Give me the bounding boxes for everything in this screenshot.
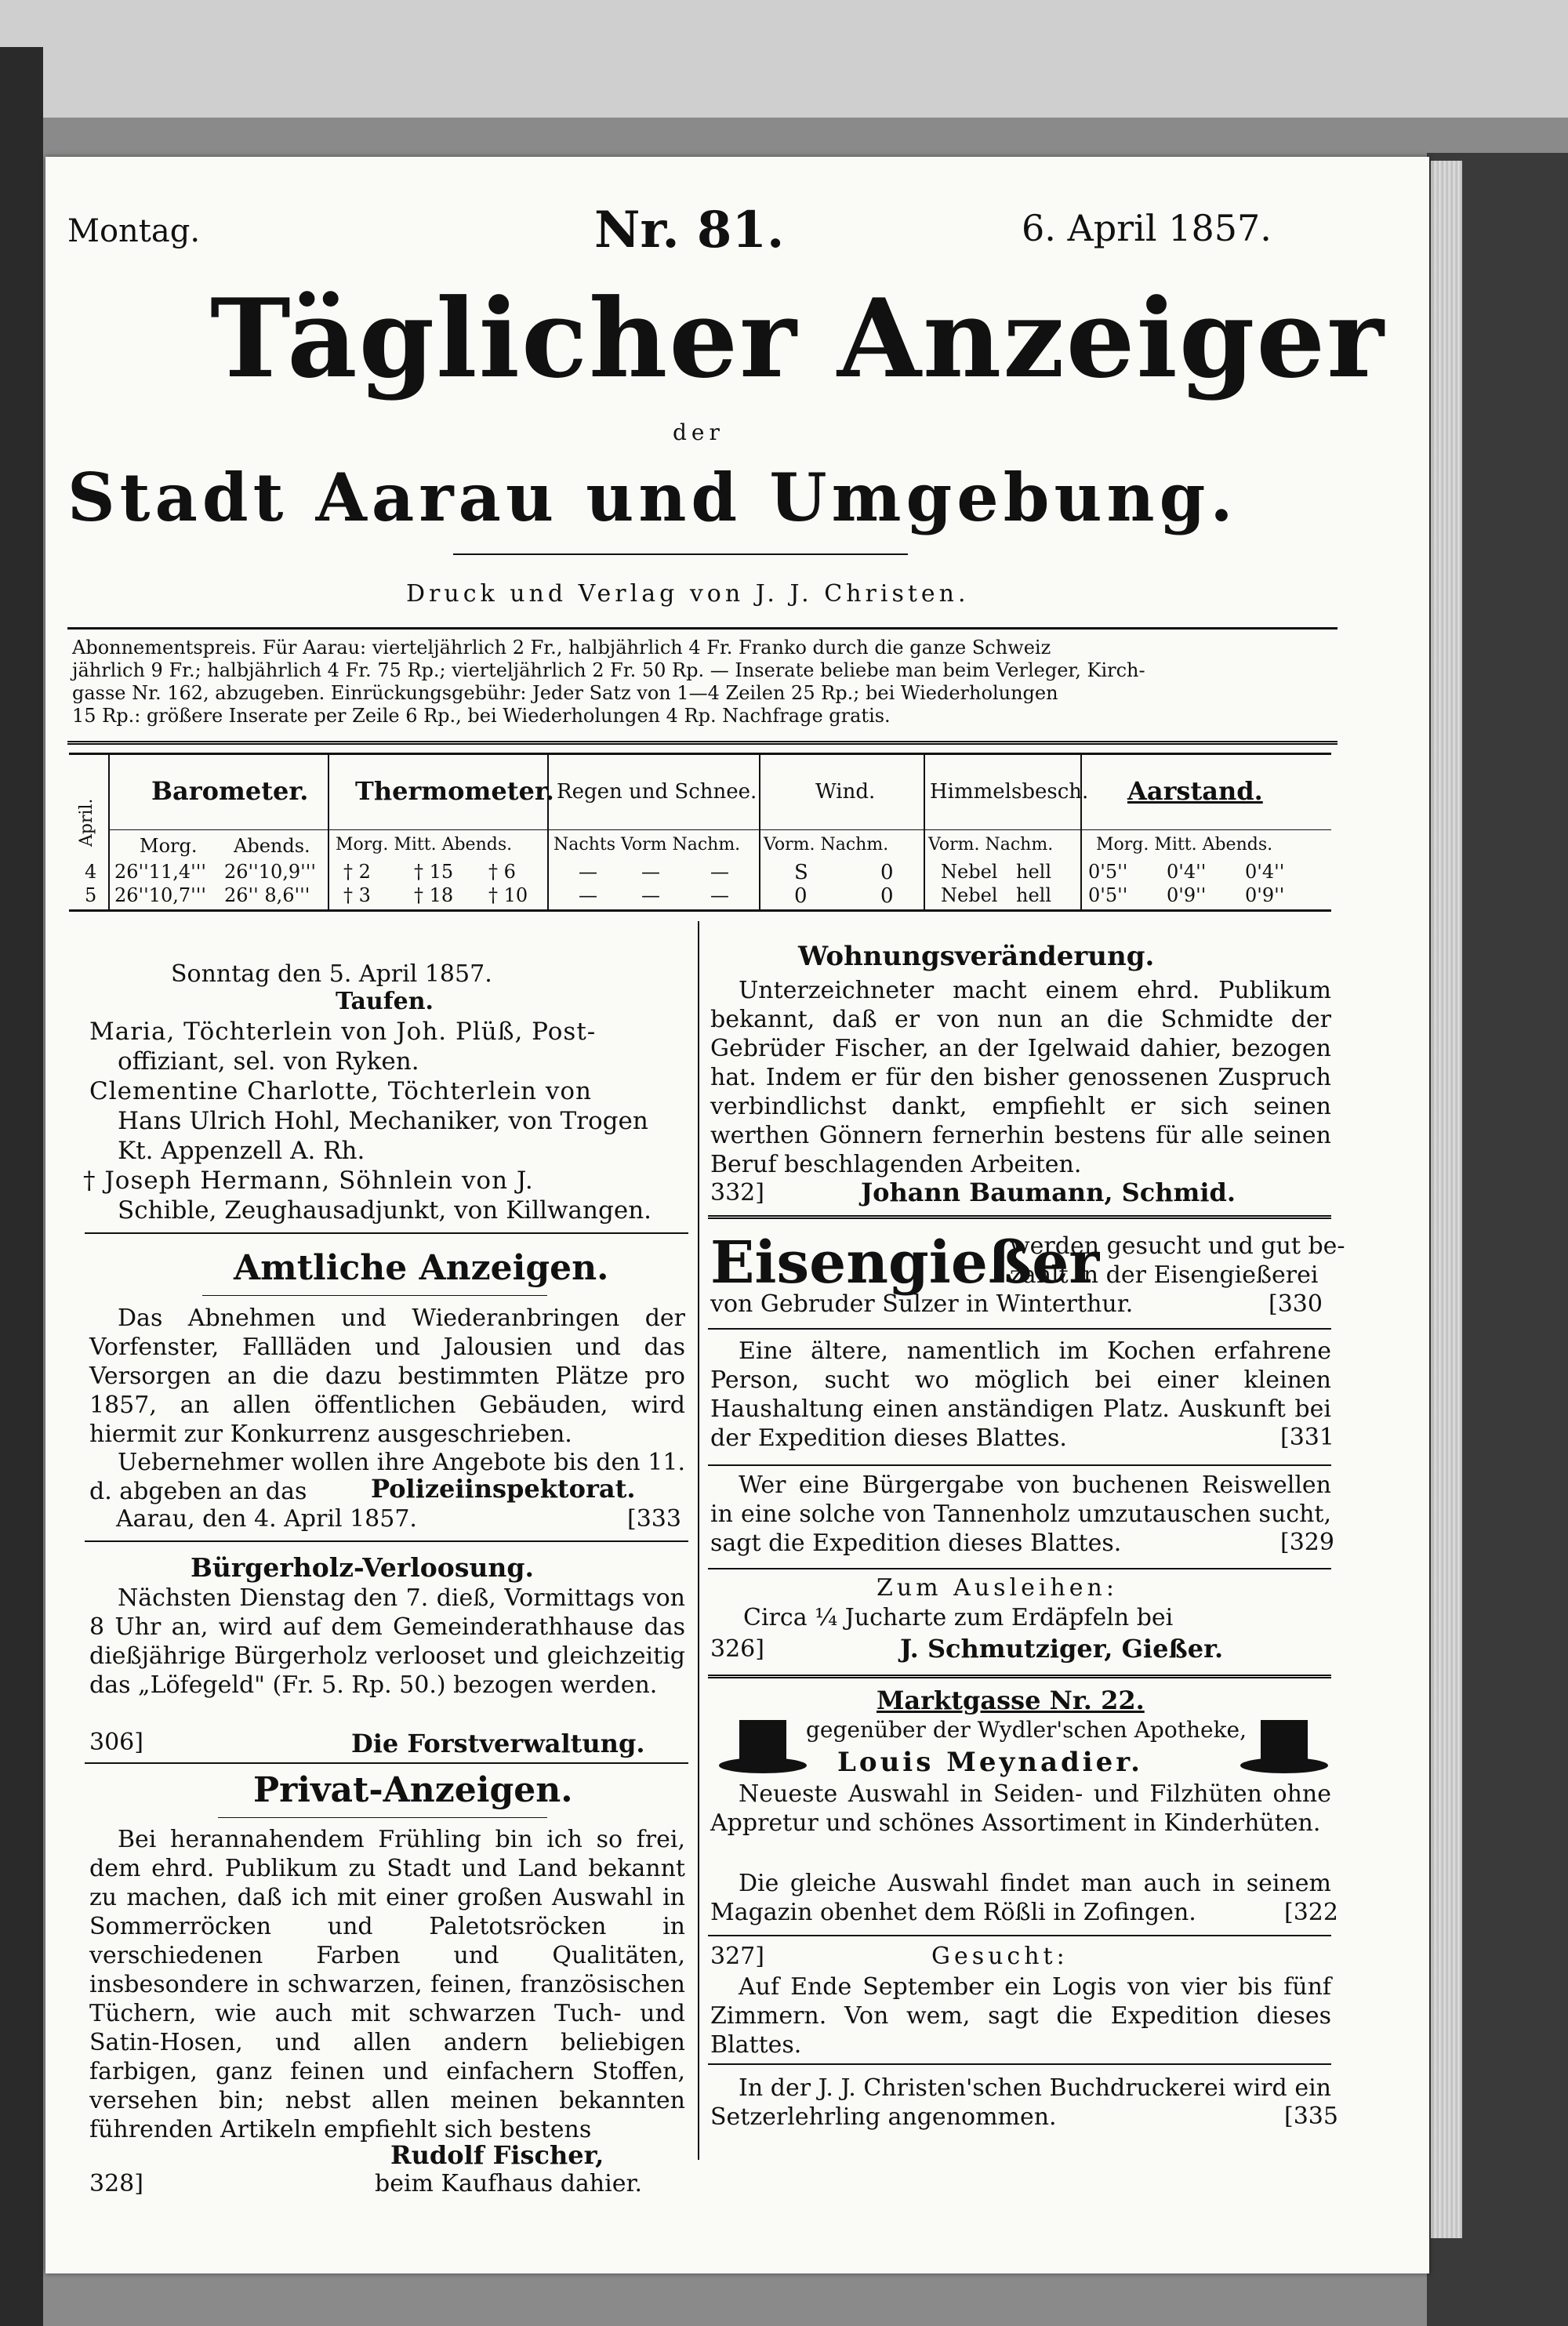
top-hat-icon — [1237, 1717, 1331, 1778]
buergergabe-number: [329 — [1280, 1529, 1334, 1556]
masthead-date: 6. April 1857. — [1022, 207, 1272, 249]
privat-address: beim Kaufhaus dahier. — [375, 2170, 643, 2197]
printer-line: Druck und Verlag von J. J. Christen. — [406, 580, 970, 608]
sub-baro-abends: Abends. — [234, 835, 310, 857]
header-sky: Himmelsbesch. — [930, 780, 1089, 804]
wohnung-signature: Johann Baumann, Schmid. — [861, 1178, 1236, 1207]
ausleihen-text: Circa ¼ Jucharte zum Erdäpfeln bei — [743, 1604, 1174, 1631]
page-edges — [1431, 161, 1462, 2238]
ausleihen-signature: J. Schmutziger, Gießer. — [900, 1634, 1224, 1664]
sub-wind: Vorm. Nachm. — [764, 835, 889, 855]
double-rule — [67, 741, 1338, 745]
subscription-line-4: 15 Rp.: größere Inserate per Zeile 6 Rp., bei Wiederholungen 4 Rp. Nachfrage gratis. — [72, 705, 891, 727]
merchant-name: Louis Meynadier. — [837, 1747, 1143, 1778]
wohnung-text: Unterzeichneter macht einem ehrd. Publikum bekannt, daß er von nun an die Schmidte der Gebrüder Fischer, an der Igelwaid dahier, bezogen hat. Indem er für den bisher genossenen Zuspruch verbindlichst dankt, empfiehlt er sich seinen werthen Gönnern fernerhin bestens für alle seinen Beruf beschlagenden Arbeiten. — [710, 977, 1331, 1178]
masthead-day: Montag. — [67, 213, 201, 249]
eisengiesser-heading: Eisengießer — [710, 1229, 1100, 1297]
sub-aare: Morg. Mitt. Abends. — [1096, 835, 1273, 855]
setzerlehrling-number: [335 — [1284, 2103, 1338, 2130]
header-aare: Aarstand. — [1127, 776, 1263, 806]
sub-sky: Vorm. Nachm. — [928, 835, 1054, 855]
scan-background-left — [0, 47, 43, 2326]
ausleihen-heading: Zum Ausleihen: — [877, 1574, 1118, 1602]
taufen-heading: Taufen. — [336, 988, 434, 1015]
privat-heading: Privat-Anzeigen. — [253, 1770, 573, 1810]
privat-number: 328] — [89, 2170, 143, 2197]
subscription-line-2: jährlich 9 Fr.; halbjährlich 4 Fr. 75 Rp.; vierteljährlich 2 Fr. 50 Rp. — Inserate beliebe man beim Verleger, Kirch- — [72, 659, 1145, 681]
subscription-line-3: gasse Nr. 162, abzugeben. Einrückungsgebühr: Jeder Satz von 1—4 Zeilen 25 Rp.; bei Wiederholungen — [72, 682, 1058, 704]
top-hat-icon — [716, 1717, 810, 1778]
sub-rain: Nachts Vorm Nachm. — [554, 835, 741, 855]
privat-text: Bei herannahendem Frühling bin ich so frei, dem ehrd. Publikum zu Stadt und Land bekannt zu machen, daß ich mit einer großen Auswahl in Sommerröcken und Paletotsröcken in verschiedenen Farben und Qualitäten, insbesondere in schwarzen, feinen, französischen Tüchern, wie auch mit schwarzen Tuch- und Satin-Hosen, und allen andern beliebigen farbigen, ganz feinen und einfachern Stoffen, versehen bin; nebst allen meinen bekannten führenden Artikeln empfiehlt sich bestens — [89, 1826, 685, 2143]
gesucht-number: 327] — [710, 1943, 764, 1970]
buergerholz-signature: Die Forstverwaltung. — [351, 1729, 645, 1758]
title-underline — [453, 553, 908, 555]
marktgasse-text-2: Die gleiche Auswahl findet man auch in seinem Magazin obenhet dem Rößli in Zofingen. — [710, 1870, 1331, 1926]
gesucht-heading: Gesucht: — [931, 1943, 1069, 1970]
sub-thermo: Morg. Mitt. Abends. — [336, 835, 513, 855]
buergerholz-number: 306] — [89, 1729, 143, 1756]
eisengiesser-company: von Gebruder Sulzer in Winterthur. — [710, 1290, 1134, 1318]
masthead-number: Nr. 81. — [594, 201, 785, 259]
sub-baro-morg: Morg. — [140, 835, 198, 857]
weather-month-label: April. — [77, 798, 96, 847]
amtliche-text-2: Uebernehmer wollen ihre Angebote bis den 11. d. abgeben an das — [89, 1449, 685, 1505]
amtliche-text: Das Abnehmen und Wiederanbringen der Vorfenster, Fallläden und Jalousien und das Versorgen an die dazu bestimmten Plätze pro 1857, an allen öffentlichen Gebäuden, wird hiermit zur Konkurrenz ausgeschrieben. — [89, 1305, 685, 1448]
masthead-title: Täglicher Anzeiger — [210, 274, 1385, 402]
header-wind: Wind. — [815, 780, 876, 804]
marktgasse-text: Neueste Auswahl in Seiden- und Filzhüten ohne Appretur und schönes Assortiment in Kinderhüten. — [710, 1780, 1331, 1837]
aeltere-person-number: [331 — [1280, 1424, 1334, 1451]
marktgasse-subtitle: gegenüber der Wydler'schen Apotheke, — [806, 1717, 1247, 1743]
wohnung-number: 332] — [710, 1179, 764, 1207]
eisengiesser-number: [330 — [1269, 1290, 1323, 1318]
rule — [67, 627, 1338, 630]
setzerlehrling-text: In der J. J. Christen'schen Buchdruckerei wird ein Setzerlehrling angenommen. — [710, 2074, 1331, 2131]
ausleihen-number: 326] — [710, 1635, 764, 1663]
buergerholz-text: Nächsten Dienstag den 7. dieß, Vormittags von 8 Uhr an, wird auf dem Gemeinderathhause das dießjährige Bürgerholz verlooset und gleichzeitig das „Löfegeld" (Fr. 5. Rp. 50.) bezogen werden. — [89, 1584, 685, 1699]
marktgasse-heading: Marktgasse Nr. 22. — [877, 1686, 1145, 1715]
column-divider — [698, 921, 699, 2160]
sunday-date: Sonntag den 5. April 1857. — [171, 960, 492, 988]
masthead-subtitle: Stadt Aarau und Umgebung. — [67, 459, 1238, 536]
aeltere-person-text: Eine ältere, namentlich im Kochen erfahrene Person, sucht wo möglich bei einer kleinen Haushaltung einen anständigen Platz. Auskunft bei der Expedition dieses Blattes. — [710, 1337, 1331, 1452]
masthead-der: der — [673, 419, 724, 445]
gesucht-text: Auf Ende September ein Logis von vier bis fünf Zimmern. Von wem, sagt die Expedition dieses Blattes. — [710, 1973, 1331, 2059]
marktgasse-number: [322 — [1284, 1899, 1338, 1926]
header-barometer: Barometer. — [151, 776, 309, 806]
header-thermometer: Thermometer. — [355, 776, 554, 806]
amtliche-signature: Polizeiinspektorat. — [371, 1474, 636, 1504]
amtliche-date: Aarau, den 4. April 1857. — [116, 1505, 417, 1533]
privat-signature: Rudolf Fischer, — [390, 2140, 604, 2170]
buergerholz-heading: Bürgerholz-Verloosung. — [191, 1552, 534, 1583]
subscription-line-1: Abonnementspreis. Für Aarau: vierteljährlich 2 Fr., halbjährlich 4 Fr. Franko durch die ganze Schweiz — [72, 637, 1051, 659]
header-rain: Regen und Schnee. — [557, 780, 757, 804]
amtliche-heading: Amtliche Anzeigen. — [234, 1248, 609, 1288]
newspaper-page: Montag. Nr. 81. 6. April 1857. Täglicher Anzeiger der Stadt Aarau und Umgebung. Druck und Verlag von J. J. Christen. Abonnementspreis. Für Aarau: vierteljährlich 2 Fr., halbjährlich 4 Fr. Franko durch die ganze Schweiz jährlich 9 Fr.; halbjährlich 4 Fr. 75 Rp.; vierteljährlich 2 Fr. 50 Rp. — Inserate beliebe man beim Verleger, Kirch- gasse Nr. 162, abzugeben. Einrückungsgebühr: Jeder Satz von 1—4 Zeilen 25 Rp.; bei Wiederholungen 15 Rp.: größere Inserate per Zeile 6 Rp., bei Wiederholungen 4 Rp. Nachfrage gratis. April. Barometer. Thermometer. Regen und Schnee. Wind. Himmelsbesch. Aarstand. Morg. Abends. Morg. Mitt. Abends. Nachts Vorm Nachm. Vorm. Nachm. Vorm. Nachm. Morg. Mitt. Abends. 4 26''11,4''' 26''10,9''' † 2 † 15 † 6 — — — S 0 Nebel hell 0'5'' 0'4'' 0'4'' 5 26''10,7''' 26'' 8,6''' † 3 † 18 † 10 — — — 0 0 Nebel hell 0'5'' 0'9'' 0'9'' Sonntag den 5. April 1857. Taufen. Maria, Töchterlein von Joh. Plüß, Post- offiziant, sel. von Ryken. Clementine Charlotte, Töchterlein von Hans Ulrich Hohl, Mechaniker, von Trogen Kt. Appenzell A. Rh. † Joseph Hermann, Söhnlein von J. Schible, Zeughausadjunkt, von Killwangen. Amtliche Anzeigen. Das Abnehmen und Wiederanbringen der Vorfenster, Fallläden und Jalousien und das Versorgen an die dazu bestimmten Plätze pro 1857, an allen öffentlichen Gebäuden, wird hiermit zur Konkurrenz ausgeschrieben. Uebernehmer wollen ihre Angebote bis den 11. d. abgeben an das Polizeiinspektorat. Aarau, den 4. April 1857. [333 Bürgerholz-Verloosung. Nächsten Dienstag den 7. dieß, Vormittags von 8 Uhr an, wird auf dem Gemeinderathhause das dießjährige Bürgerholz verlooset und gleichzeitig das „Löfegeld" (Fr. 5. Rp. 50.) bezogen werden. 306] Die Forstverwaltung. Privat-Anzeigen. Bei herannahendem Frühling bin ich so frei, dem ehrd. Publikum zu Stadt und Land bekannt zu machen, daß ich mit einer großen Auswahl in Sommerröcken und Paletotsröcken in verschiedenen Farben und Qualitäten, insbesondere in schwarzen, feinen, französischen Tüchern, wie auch mit schwarzen Tuch- und Satin-Hosen, und allen andern beliebigen farbigen, ganz feinen und einfachern Stoffen, versehen bin; nebst allen meinen bekannten führenden Artikeln empfiehlt sich bestens Rudolf Fischer, 328] beim Kaufhaus dahier. Wohnungsveränderung. Unterzeichneter macht einem ehrd. Publikum bekannt, daß er von nun an die Schmidte der Gebrüder Fischer, an der Igelwaid dahier, bezogen hat. Indem er für den bisher genossenen Zuspruch verbindlichst dankt, empfiehlt er sich seinen werthen Gönnern fernerhin bestens für alle seinen Beruf beschlagenden Arbeiten. 332] Johann Baumann, Schmid. Eisengießer werden gesucht und gut be- zahlt in der Eisengießerei von Gebruder Sulzer in Winterthur. [330 Eine ältere, namentlich im Kochen erfahrene Person, sucht wo möglich bei einer kleinen Haushaltung einen anständigen Platz. Auskunft bei der Expedition dieses Blattes. [331 Wer eine Bürgergabe von buchenen Reiswellen in eine solche von Tannenholz umzutauschen sucht, sagt die Expedition dieses Blattes. [329 Zum Ausleihen: Circa ¼ Jucharte zum Erdäpfeln bei 326] J. Schmutziger, Gießer. Marktgasse Nr. 22. gegenüber der Wydler'schen Apotheke, Louis Meynadier. Neueste Auswahl in Seiden- und Filzhüten ohne Appretur und schönes Assortiment in Kinderhüten. Die gleiche Auswahl findet man auch in seinem Magazin obenhet dem Rößli in Zofingen. [322 327] Gesucht: Auf Ende September ein Logis von vier bis fünf Zimmern. Von wem, sagt die Expedition dieses Blattes. In der J. J. Christen'schen Buchdruckerei wird ein Setzerlehrling angenommen. [335 — [45, 157, 1429, 2273]
wohnung-heading: Wohnungsveränderung. — [798, 941, 1155, 972]
amtliche-number: [333 — [627, 1505, 681, 1533]
buergergabe-text: Wer eine Bürgergabe von buchenen Reiswellen in eine solche von Tannenholz umzutauschen sucht, sagt die Expedition dieses Blattes. — [710, 1471, 1331, 1557]
scan-background-top — [0, 0, 1568, 118]
